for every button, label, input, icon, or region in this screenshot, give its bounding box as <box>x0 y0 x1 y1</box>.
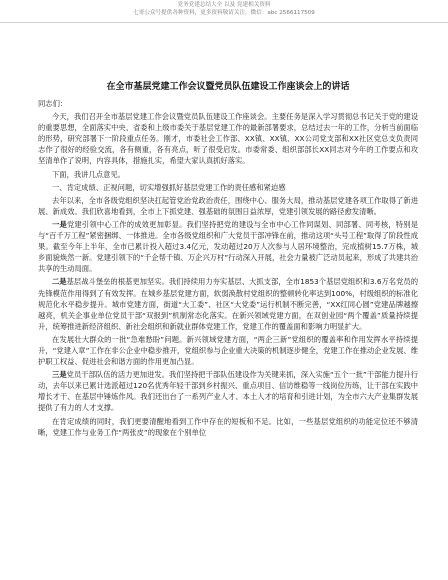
point-2-label: 二是 <box>52 277 67 287</box>
header-line-2: 七哥公众号提供各种资料，更多资料敬请关注，微信：abc 2566117509 <box>133 10 315 16</box>
document-title: 在全市基层党建工作会议暨党员队伍建设工作座谈会上的讲话 <box>106 82 350 92</box>
point-1-text: 党建引领中心工作的成效更加彰显。我们坚持把党的建设与全市中心工作同谋划、同部署、同考核，特别是与“百千万工程”紧密捆绑、一体推进。全市各级党组织和广大党员干部冲锋在前，推动这项“头号工程”取得了阶段性成果。截至今年上半年，全市已累计投入超过3.4亿元，发动超过20万人次参与人居环境整治，完成植树15.7万株，城乡面貌焕然一新。党建引领下的“千企帮千镇、万企兴万村”行动深入开展，社会力量被广泛动员起来，形成了共建共治共享的生动局面。 <box>38 219 419 274</box>
paragraph-transition: 下面，我讲几点意见。 <box>52 169 125 179</box>
paragraph-intro: 今天，我们召开全市基层党建工作会议暨党员队伍建设工作座谈会。主要任务是深入学习贯彻总书记关于党的建设的重要思想，全面落实中央、省委和上级市委关于基层党建工作的最新部署要求，总结过去一年的工作，分析当前面临的形势，研究部署下一阶段重点任务。刚才，市委社会工作部、XX镇、XX镇、XX公司党支部和XX社区党总支负责同志作了很好的经验交流，各有侧重，各有亮点，听了很受启发。市委常委、组织部部长XX同志对今年的工作要点和攻坚清单作了说明，内容具体，措施扎实，希望大家认真抓好落实。 <box>38 112 418 166</box>
point-2-text: 基层战斗堡垒的根基更加坚实。我们持续用力夯实基层、大抓支部，全市1853个基层党组织和3.6万名党员的先锋模范作用得到了有效发挥。在城乡基层党建方面，软弱涣散村党组织的整顿转化率达到100%，村级组织的标准化规范化水平稳步提升。城市党建方面，街道“大工委”、社区“大党委”运行机制不断完善，“XX红同心圆”党建品牌越擦越亮，机关企事业单位党员干部“双报到”机制常态化落实。在新兴领域党建方面，在双创业园“两个覆盖”质量持续提升，统筹推进新经济组织、新社会组织和新就业群体党建工作，党建工作的覆盖面和影响力明显扩大。 <box>38 277 419 331</box>
paragraph-point-2-cont: 在发展壮大群众的一批“急难愁盼”问题。新兴领域党建方面，“两企三新”党组织的覆盖率和作用发挥水平持续提升，“党建入章”工作在非公企业中稳步推开，党组织参与企业重大决策的机制逐步健全，党建工作在推动企业发展、维护职工权益、促进社会和谐方面的作用更加凸显。 <box>38 334 418 367</box>
header-divider <box>0 22 448 23</box>
paragraph-point-3 <box>38 369 418 413</box>
point-3-label: 三是 <box>52 370 67 380</box>
salutation: 同志们： <box>38 99 68 108</box>
point-3-text: 党员干部队伍的活力更加迸发。我们坚持把干部队伍建设作为关键来抓，深入实施“五个一批”干部能力提升行动，去年以来已累计选派超过120名优秀年轻干部到乡村振兴、重点项目、信访维稳等一线岗位历练，让干部在实践中增长才干、在基层中锤炼作风。我们还出台了一系列产业人才、本土人才的培育和引进计划，为全市六大产业集群发展提供了有力的人才支撑。 <box>38 370 419 413</box>
point-1-label: 一是 <box>52 219 67 229</box>
paragraph-point-1 <box>38 219 418 274</box>
paragraph-problems: 在肯定成绩的同时，我们更要清醒地看到工作中存在的短板和不足。比如，一些基层党组织的功能定位还不够清晰，党建工作与业务工作“两张皮”的现象在个别单位 <box>38 416 418 437</box>
paragraph-overview: 去年以来，全市各级党组织坚决扛起管党治党政治责任，围绕中心、服务大局，推动基层党建各项工作取得了新进展、新成效。我们欣喜地看到，全市上下抓党建、强基础的氛围日益浓厚，党建引领发展的路径愈发清晰。 <box>38 195 418 216</box>
page-header <box>0 0 448 22</box>
section-heading-1: 一、肯定成绩、正视问题，切实增强抓好基层党建工作的责任感和紧迫感 <box>52 182 286 192</box>
header-line-1: 党务党建总结大全 以及 党建相关资料 <box>177 2 271 8</box>
document-body <box>38 98 418 440</box>
paragraph-point-2 <box>38 276 418 331</box>
